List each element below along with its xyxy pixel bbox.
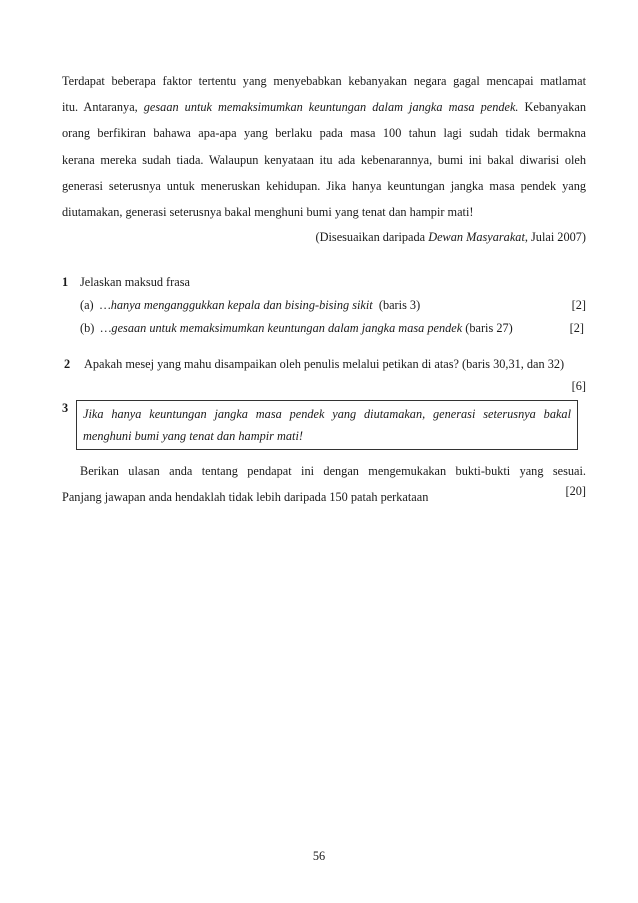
question-2-marks: [6] — [571, 379, 586, 393]
instruction-line-1: Berikan ulasan anda tentang pendapat ini dengan mengemukakan bukti-bukti yang sesuai. — [80, 464, 586, 478]
passage-line-2 — [62, 94, 586, 120]
question-1-prompt: Jelaskan maksud frasa — [80, 275, 190, 289]
question-1a-phrase: …hanya menganggukkan kepala dan bising-bising sikit — [99, 298, 373, 312]
question-1a-ref: (baris 3) — [378, 298, 421, 312]
passage-italic-phrase: gesaan untuk memaksimumkan keuntungan dalam jangka masa pendek. — [143, 100, 519, 115]
question-3-number: 3 — [62, 401, 69, 415]
passage-line-3: orang berfikiran bahawa apa-apa yang berlaku pada masa 100 tahun lagi sudah tidak bermakna — [62, 126, 586, 141]
passage-line-1: Terdapat beberapa faktor tertentu yang menyebabkan kebanyakan negara gagal mencapai matlamat — [62, 74, 586, 88]
source-title: Dewan Masyarakat — [428, 230, 525, 244]
source-citation — [316, 230, 586, 245]
quote-line-1: Jika hanya keuntungan jangka masa pendek yang diutamakan, generasi seterusnya bakal — [83, 407, 571, 421]
passage-line-5: generasi seterusnya untuk meneruskan kehidupan. Jika hanya keuntungan jangka masa pendek yang — [62, 178, 586, 193]
page-number: 56 — [312, 849, 326, 863]
question-1-number: 1 — [62, 275, 69, 289]
question-2-text: Apakah mesej yang mahu disampaikan oleh penulis melalui petikan di atas? (baris 30,31, dan 32) — [84, 357, 565, 371]
passage-line-4: kerana mereka sudah tiada. Walaupun kenyataan itu ada kebenarannya, bumi ini bakal diwarisi oleh — [62, 152, 586, 167]
reading-passage — [62, 68, 586, 225]
question-1a — [80, 298, 420, 313]
question-1a-label: (a) — [80, 298, 94, 312]
quote-line-2: menghuni bumi yang tenat dan hampir mati! — [83, 429, 303, 443]
passage-line-2-end: Kebanyakan — [518, 100, 586, 115]
question-3-quote-box — [76, 400, 578, 450]
question-1b-marks: [2] — [569, 321, 584, 335]
question-1b-label: (b) — [80, 321, 95, 335]
question-1b-ref: (baris 27) — [465, 321, 513, 335]
source-prefix: (Disesuaikan daripada — [315, 230, 429, 244]
question-3-instruction — [62, 458, 586, 510]
instruction-line-2: Panjang jawapan anda hendaklah tidak lebih daripada 150 patah perkataan — [62, 490, 429, 504]
passage-line-2-start: itu. Antaranya, — [62, 100, 144, 115]
question-3-marks: [20] — [565, 484, 586, 498]
question-1a-marks: [2] — [571, 298, 586, 312]
source-suffix: , Julai 2007) — [524, 230, 586, 244]
question-1b-phrase: …gesaan untuk memaksimumkan keuntungan dalam jangka masa pendek — [100, 321, 463, 335]
question-2-number: 2 — [64, 357, 71, 371]
passage-line-6: diutamakan, generasi seterusnya bakal menghuni bumi yang tenat dan hampir mati! — [62, 205, 474, 220]
question-1b — [80, 321, 513, 336]
